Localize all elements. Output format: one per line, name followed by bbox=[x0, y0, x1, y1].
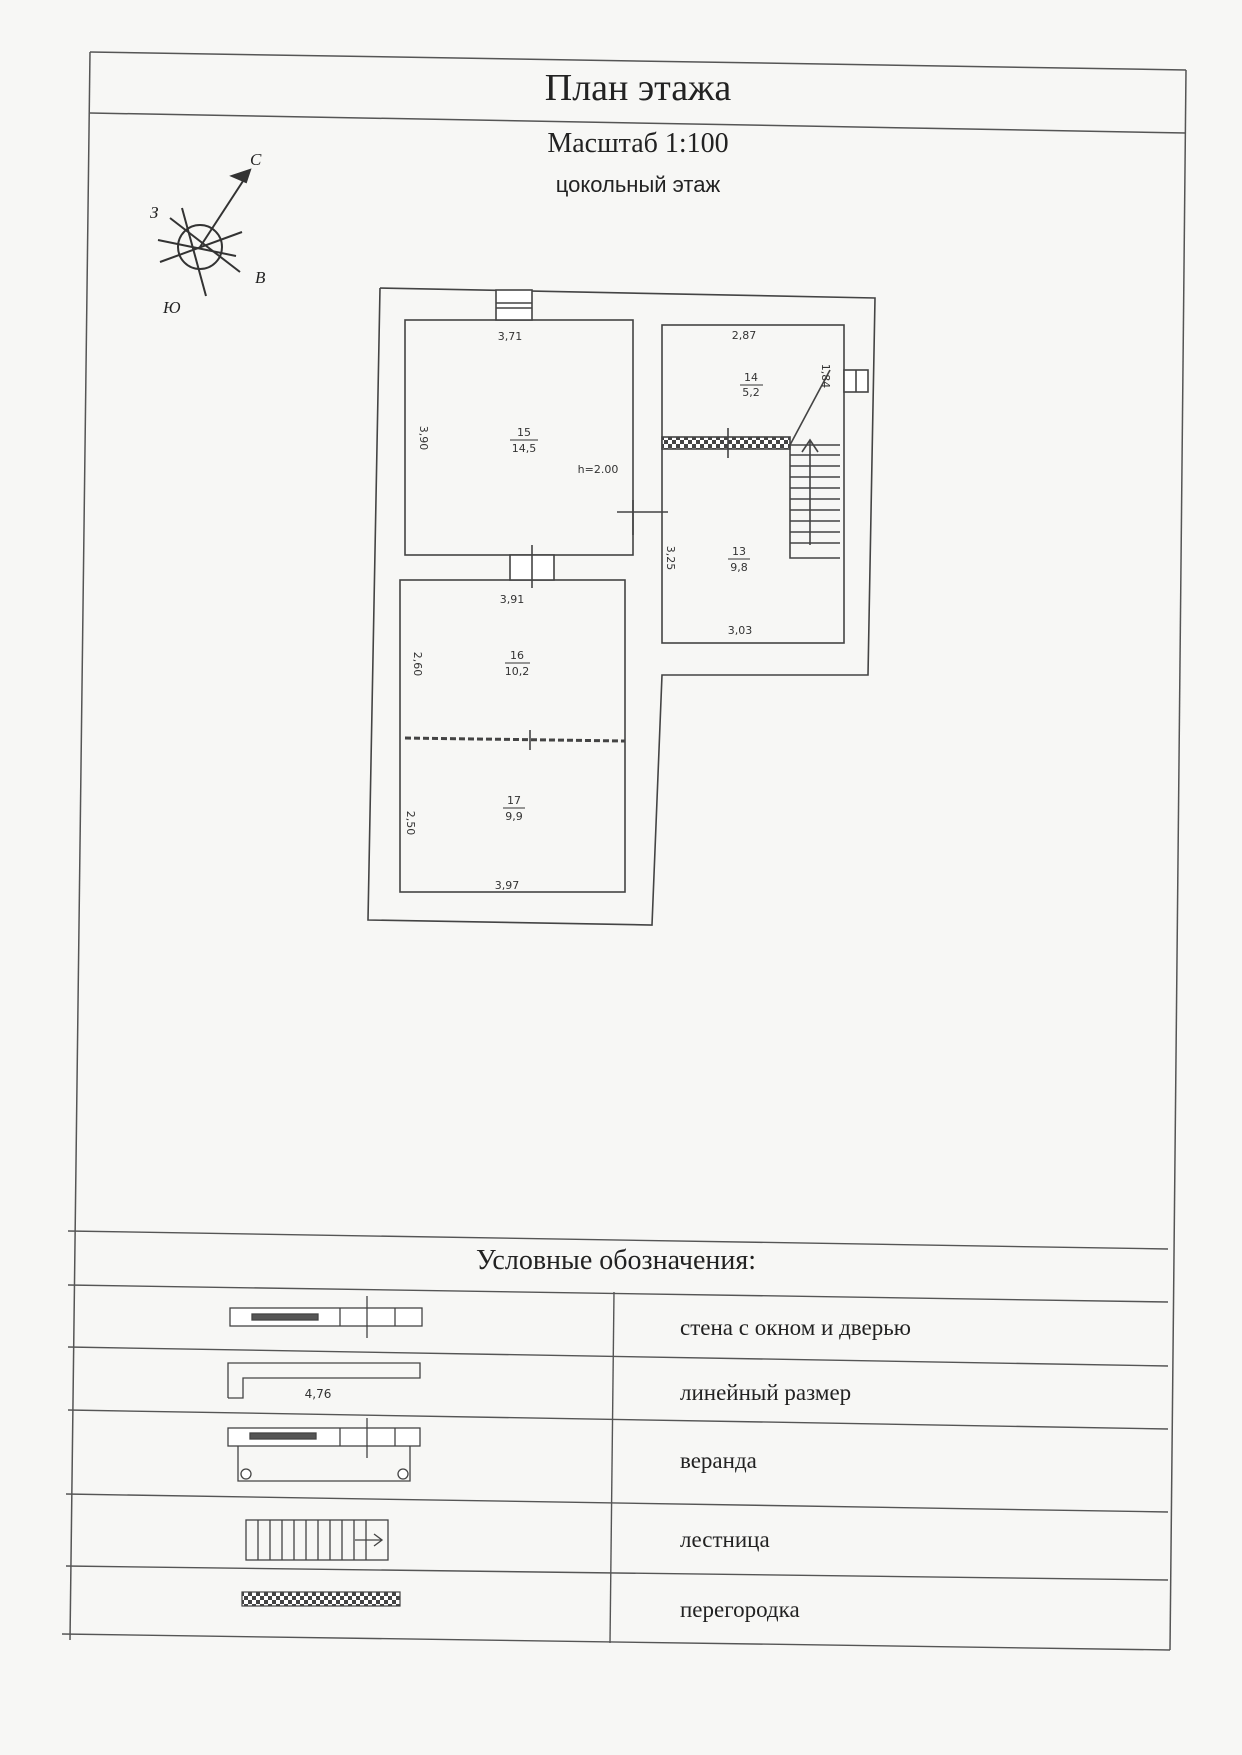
room-14-area: 5,2 bbox=[742, 386, 760, 399]
legend-wall-symbol bbox=[230, 1296, 422, 1338]
room-14-width: 2,87 bbox=[731, 329, 757, 342]
page-title: План этажа bbox=[544, 67, 732, 109]
legend-label-wall: стена с окном и дверью bbox=[680, 1315, 911, 1340]
legend-dimension-value: 4,76 bbox=[304, 1387, 332, 1401]
room-13-length: 3,25 bbox=[664, 545, 677, 571]
room-15-length: 3,90 bbox=[417, 425, 430, 451]
room-16-length: 2,60 bbox=[411, 651, 424, 677]
legend-partition-symbol bbox=[242, 1592, 400, 1606]
room-17-width: 3,97 bbox=[494, 879, 520, 892]
room-13-width: 3,03 bbox=[727, 624, 753, 637]
room-16-width: 3,91 bbox=[499, 593, 525, 606]
compass-east-label: В bbox=[255, 268, 266, 287]
room-13-number: 13 bbox=[732, 545, 746, 558]
room-15-width: 3,71 bbox=[497, 330, 523, 343]
legend-label-partition: перегородка bbox=[680, 1597, 800, 1622]
room-16-area: 10,2 bbox=[504, 665, 530, 678]
room-14-number: 14 bbox=[744, 371, 758, 384]
room-15-number: 15 bbox=[517, 426, 531, 439]
room-13-area: 9,8 bbox=[730, 561, 748, 574]
legend-veranda-symbol bbox=[228, 1418, 420, 1481]
legend-label-dimension: линейный размер bbox=[680, 1380, 852, 1405]
floor-name: цокольный этаж bbox=[555, 172, 721, 197]
legend-stair-symbol bbox=[246, 1520, 388, 1560]
compass-west-label: З bbox=[150, 203, 159, 222]
compass-north-label: С bbox=[250, 150, 262, 169]
legend-title: Условные обозначения: bbox=[475, 1245, 757, 1276]
ceiling-height: h=2.00 bbox=[577, 463, 619, 476]
room-14-length: 1,84 bbox=[819, 363, 832, 389]
room-17-length: 2,50 bbox=[404, 810, 417, 836]
legend-label-stair: лестница bbox=[680, 1527, 770, 1552]
compass-south-label: Ю bbox=[163, 298, 181, 317]
room-16-number: 16 bbox=[510, 649, 524, 662]
room-17-area: 9,9 bbox=[505, 810, 523, 823]
scale-label: Масштаб 1:100 bbox=[547, 128, 729, 159]
room-15-area: 14,5 bbox=[511, 442, 537, 455]
legend-label-veranda: веранда bbox=[680, 1448, 757, 1473]
room-17-number: 17 bbox=[507, 794, 521, 807]
